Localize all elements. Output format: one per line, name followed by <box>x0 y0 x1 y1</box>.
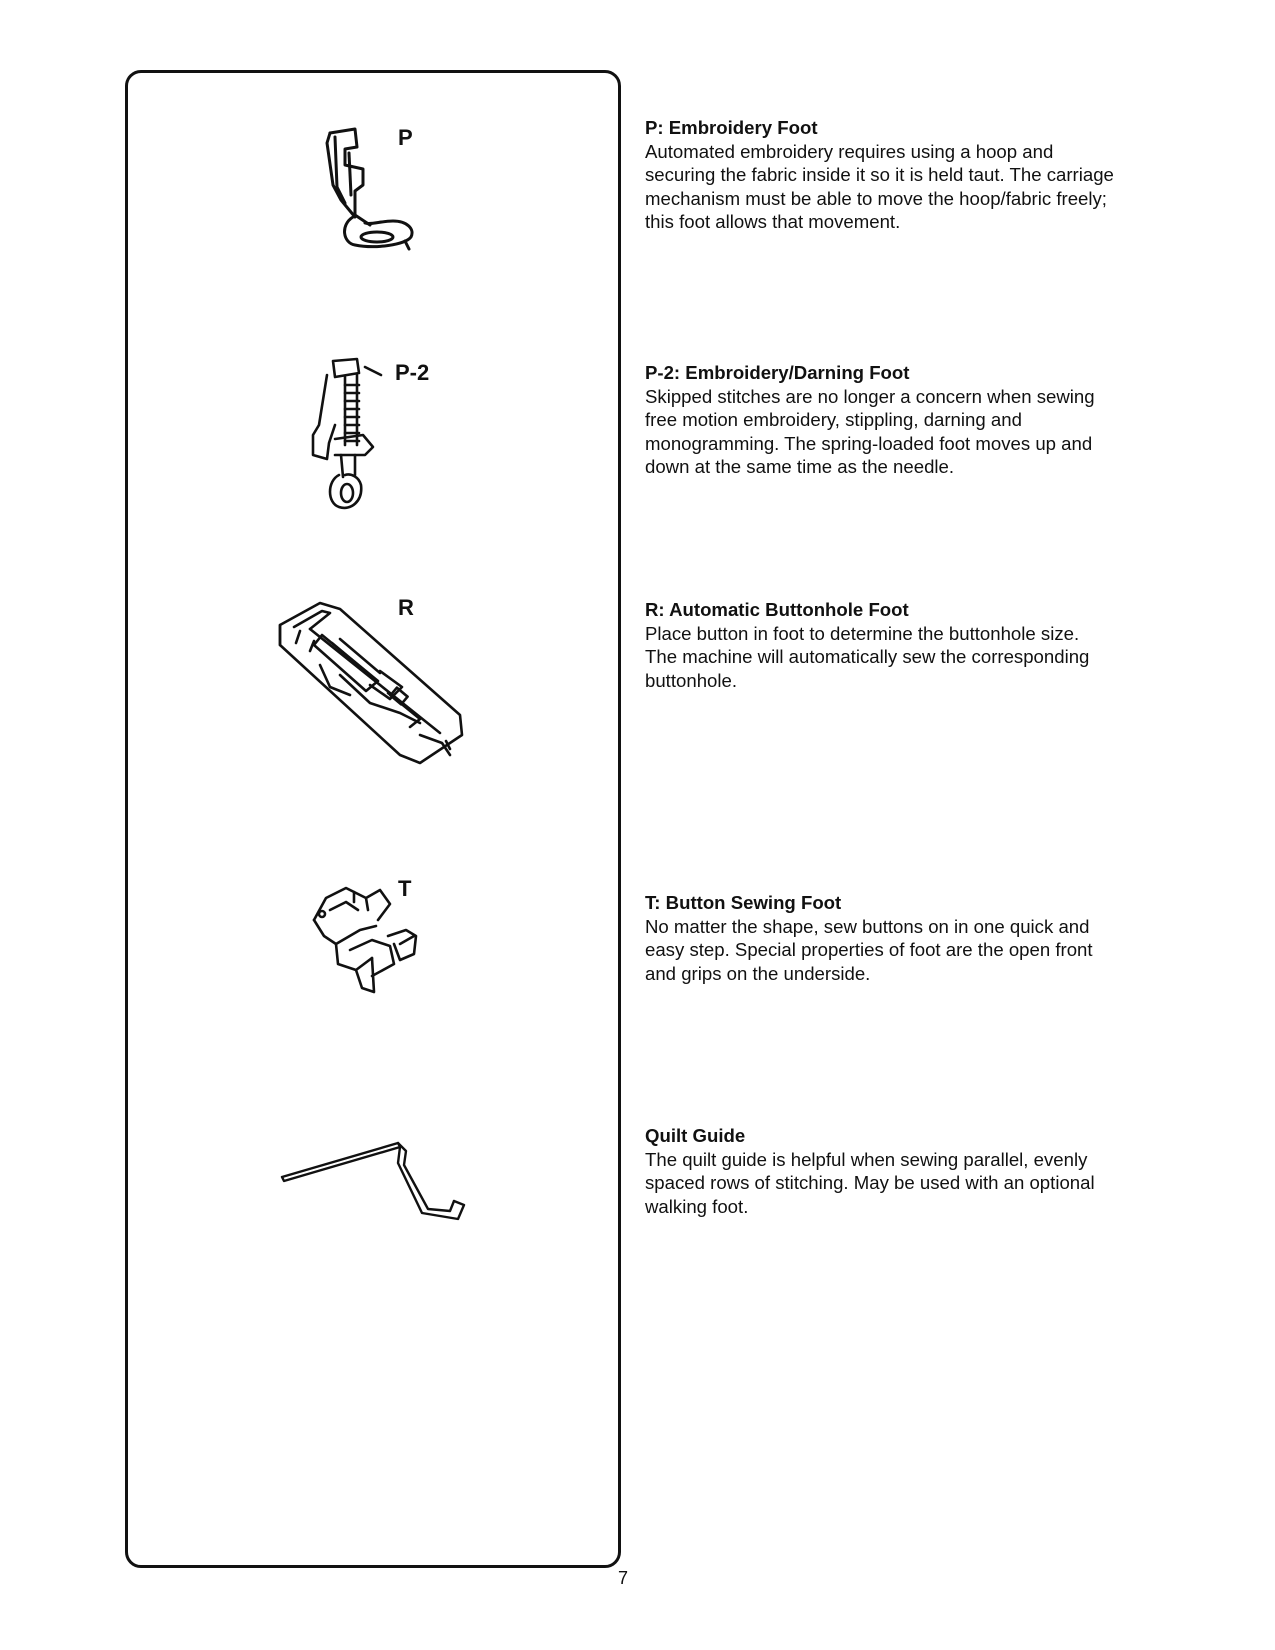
button-sewing-foot-illustration <box>310 880 430 1005</box>
entry-line: this foot allows that movement. <box>645 211 901 232</box>
label-p2: P-2 <box>395 360 430 385</box>
entry-line: Automated embroidery requires using a hoop and <box>645 140 1054 162</box>
entry-title: P: Embroidery Foot <box>645 117 818 138</box>
entry-line: The quilt guide is helpful when sewing parallel, evenly <box>645 1148 1088 1170</box>
label-p: P <box>398 125 413 150</box>
entry-line: free motion embroidery, stippling, darning and <box>645 409 1022 430</box>
entry-line: easy step. Special properties of foot are the open front <box>645 939 1093 960</box>
entry-line: spaced rows of stitching. May be used with an optional <box>645 1172 1095 1193</box>
entry-line: The machine will automatically sew the corresponding <box>645 646 1090 667</box>
entry-line: securing the fabric inside it so it is held taut. The carriage <box>645 164 1114 185</box>
entry-line: No matter the shape, sew buttons on in one quick and <box>645 915 1090 937</box>
quilt-guide-illustration <box>280 1125 480 1225</box>
entry-line: and grips on the underside. <box>645 962 871 984</box>
entry-line: monogramming. The spring-loaded foot moves up and <box>645 432 1093 454</box>
entry-line: Place button in foot to determine the buttonhole size. <box>645 622 1080 644</box>
entry-line: down at the same time as the needle. <box>645 456 955 477</box>
entry-title: Quilt Guide <box>645 1125 746 1146</box>
entry-line: walking foot. <box>645 1195 749 1217</box>
entry-buttonhole-foot <box>645 598 1165 692</box>
entry-title: P-2: Embroidery/Darning Foot <box>645 362 910 383</box>
entry-line: mechanism must be able to move the hoop/fabric freely; <box>645 187 1107 209</box>
page-number: 7 <box>618 1568 629 1588</box>
entry-quilt-guide <box>645 1124 1165 1218</box>
entry-line: Skipped stitches are no longer a concern when sewing <box>645 385 1095 407</box>
entry-button-sewing-foot <box>645 891 1165 985</box>
darning-foot-illustration <box>305 355 390 515</box>
label-r: R <box>398 595 414 620</box>
entry-title: R: Automatic Buttonhole Foot <box>645 599 909 620</box>
label-t: T <box>398 876 412 901</box>
entry-embroidery-foot <box>645 116 1165 234</box>
entry-line: buttonhole. <box>645 669 738 691</box>
entry-title: T: Button Sewing Foot <box>645 892 842 913</box>
illustration-panel <box>125 70 621 1568</box>
buttonhole-foot-illustration <box>270 595 480 770</box>
entry-darning-foot <box>645 361 1165 479</box>
